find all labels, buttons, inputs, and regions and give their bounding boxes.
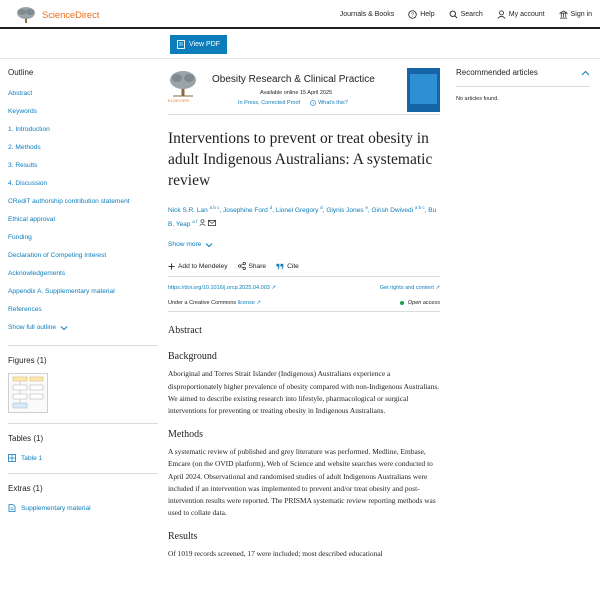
author-link[interactable]: Girish Dwivedi $^{a b c}$ — [371, 205, 425, 215]
table-1-link[interactable]: Table 1 — [8, 451, 158, 465]
section-text-background: Aboriginal and Torres Strait Islander (Indigenous) Australians experience a disproportionately higher prevalence of obesity compared with non-Indigenous Australians. We aimed to describe existing research into lifestyle, pharmacological or surgical interventions for preventing or treating obesity in Indigenous Australians. — [168, 369, 440, 415]
nav-help[interactable]: ? Help — [408, 10, 434, 19]
search-icon — [449, 10, 458, 19]
outline-item-keywords[interactable]: Keywords — [8, 108, 37, 115]
article-title: Interventions to prevent or treat obesity in adult Indigenous Australians: A systematic review — [168, 130, 433, 189]
journal-header — [168, 66, 440, 114]
document-icon — [8, 504, 16, 512]
left-sidebar — [8, 68, 158, 515]
figure-thumbnail[interactable] — [8, 373, 48, 413]
section-heading-methods: Methods — [168, 429, 203, 441]
elsevier-tree-icon — [14, 6, 38, 24]
sidebar-divider — [8, 423, 158, 424]
nav-journals-books[interactable]: Journals & Books — [339, 10, 395, 18]
actions-divider — [168, 276, 440, 277]
show-more-button[interactable]: Show more — [168, 241, 440, 248]
article-main — [168, 66, 440, 561]
outline-item-abstract[interactable]: Abstract — [8, 90, 33, 97]
chevron-down-icon — [60, 325, 68, 331]
outline-heading: Outline — [8, 68, 34, 77]
license-text: Under a Creative Commons license ↗ — [168, 300, 261, 307]
sciencedirect-logo[interactable] — [14, 5, 99, 25]
view-pdf-button[interactable]: View PDF — [170, 35, 227, 54]
toolbar-divider — [0, 58, 600, 59]
sidebar-divider — [8, 473, 158, 474]
author-list: Nick S.R. Lan $^{a b c}$, Josephine Ford $^d$, Lionel Gregory $^d$, Glynis Jones $^e$, Girish Dwivedi $^{a b c}$, Bu B. Yeap $^{a f}$ — [168, 205, 437, 229]
recommended-heading: Recommended articles — [456, 68, 538, 77]
author-link[interactable]: Josephine Ford $^d$ — [222, 205, 273, 215]
figures-heading: Figures (1) — [8, 356, 47, 365]
author-link[interactable]: Glynis Jones $^e$ — [326, 205, 368, 215]
section-text-results: Of 1019 records screened, 17 were included; most described educational — [168, 549, 383, 559]
open-access-dot — [400, 301, 404, 305]
doi-row — [168, 281, 440, 295]
journal-cover-image[interactable] — [407, 68, 440, 112]
help-icon — [310, 100, 316, 106]
show-full-outline-button[interactable]: Show full outline — [8, 319, 158, 337]
outline-item-credit[interactable]: CRediT authorship contribution statement — [8, 198, 130, 205]
header-divider — [168, 114, 440, 115]
chevron-up-icon[interactable] — [581, 70, 590, 76]
svg-text:?: ? — [411, 11, 415, 18]
nav-sign-in[interactable]: Sign in — [559, 10, 592, 19]
nav-my-account[interactable]: My account — [497, 10, 545, 19]
brand-name: ScienceDirect — [42, 9, 100, 21]
help-icon — [408, 10, 417, 19]
outline-item-competing-interest[interactable]: Declaration of Competing Interest — [8, 252, 107, 259]
recommended-header[interactable] — [456, 68, 590, 77]
publisher-name: ELSEVIER — [168, 98, 190, 103]
cite-button[interactable]: Cite — [276, 263, 299, 270]
plus-icon — [168, 263, 175, 270]
outline-item-discussion[interactable]: 4. Discussion — [8, 180, 48, 187]
pdf-icon — [177, 40, 185, 49]
share-icon — [238, 262, 246, 270]
license-row — [168, 295, 440, 311]
outline-item-funding[interactable]: Funding — [8, 234, 32, 241]
extras-heading: Extras (1) — [8, 484, 43, 493]
author-link[interactable]: Lionel Gregory $^d$ — [275, 205, 323, 215]
journal-links — [238, 100, 358, 106]
doi-link[interactable]: https://doi.org/10.1016/j.orcp.2025.04.003 ↗ — [168, 285, 276, 292]
recommended-divider — [456, 86, 590, 87]
in-press-link[interactable]: In Press, Corrected Proof — [238, 100, 301, 106]
elsevier-logo-icon[interactable] — [168, 66, 198, 102]
header-nav — [326, 0, 592, 28]
abstract-heading: Abstract — [168, 325, 202, 337]
open-access-badge: Open access — [400, 300, 440, 306]
chevron-down-icon — [205, 242, 213, 248]
sidebar-divider — [8, 345, 158, 346]
section-text-methods: A systematic review of published and grey literature was performed. Medline, Embase, Emcare (on the OVID platform), Web of Science and website searches were conducted to April 2024. Observational and randomised studies of adult Indigenous Australians were included if an intervention was implemented to prevent and/or treat obesity and post-intervention results were reported. The PRISMA systematic review reporting methods was used to collate data. — [168, 447, 436, 518]
outline-item-ethical-approval[interactable]: Ethical approval — [8, 216, 55, 223]
whats-this-link[interactable]: ? What's this? — [312, 100, 348, 106]
journal-title[interactable]: Obesity Research & Clinical Practice — [212, 74, 375, 85]
section-heading-results: Results — [168, 531, 198, 543]
license-link[interactable]: license — [237, 300, 255, 307]
top-header — [0, 0, 600, 29]
institution-icon — [559, 10, 568, 19]
no-articles-text: No articles found. — [456, 96, 499, 102]
table-icon — [8, 454, 16, 462]
cover-art — [410, 74, 437, 104]
outline-item-appendix[interactable]: Appendix A. Supplementary material — [8, 288, 115, 295]
author-link[interactable]: Bu B. Yeap $^{a f}$ — [168, 207, 437, 229]
outline-item-acknowledgements[interactable]: Acknowledgements — [8, 270, 66, 277]
rights-link[interactable]: Get rights and content ↗ — [379, 285, 440, 292]
nav-search[interactable]: Search — [449, 10, 483, 19]
svg-text:?: ? — [312, 101, 315, 106]
figure-flowchart-icon — [9, 374, 47, 412]
license-divider — [168, 311, 440, 312]
add-to-mendeley-button[interactable]: Add to Mendeley — [168, 263, 228, 270]
user-icon — [497, 10, 506, 19]
author-link[interactable]: Nick S.R. Lan $^{a b c}$ — [168, 205, 220, 215]
outline-item-introduction[interactable]: 1. Introduction — [8, 126, 50, 133]
available-online: Available online 15 April 2025 — [260, 90, 333, 96]
supplementary-material-link[interactable]: Supplementary material — [8, 501, 158, 515]
tables-heading: Tables (1) — [8, 434, 44, 443]
outline-item-results[interactable]: 3. Results — [8, 162, 38, 169]
person-icon[interactable] — [199, 219, 206, 226]
recommended-panel — [456, 68, 590, 102]
quote-icon — [276, 263, 284, 270]
section-heading-background: Background — [168, 351, 217, 363]
share-button[interactable]: Share — [238, 262, 267, 270]
article-actions — [168, 256, 440, 276]
outline-item-references[interactable]: References — [8, 306, 42, 313]
email-icon[interactable] — [208, 220, 216, 226]
outline-item-methods[interactable]: 2. Methods — [8, 144, 41, 151]
